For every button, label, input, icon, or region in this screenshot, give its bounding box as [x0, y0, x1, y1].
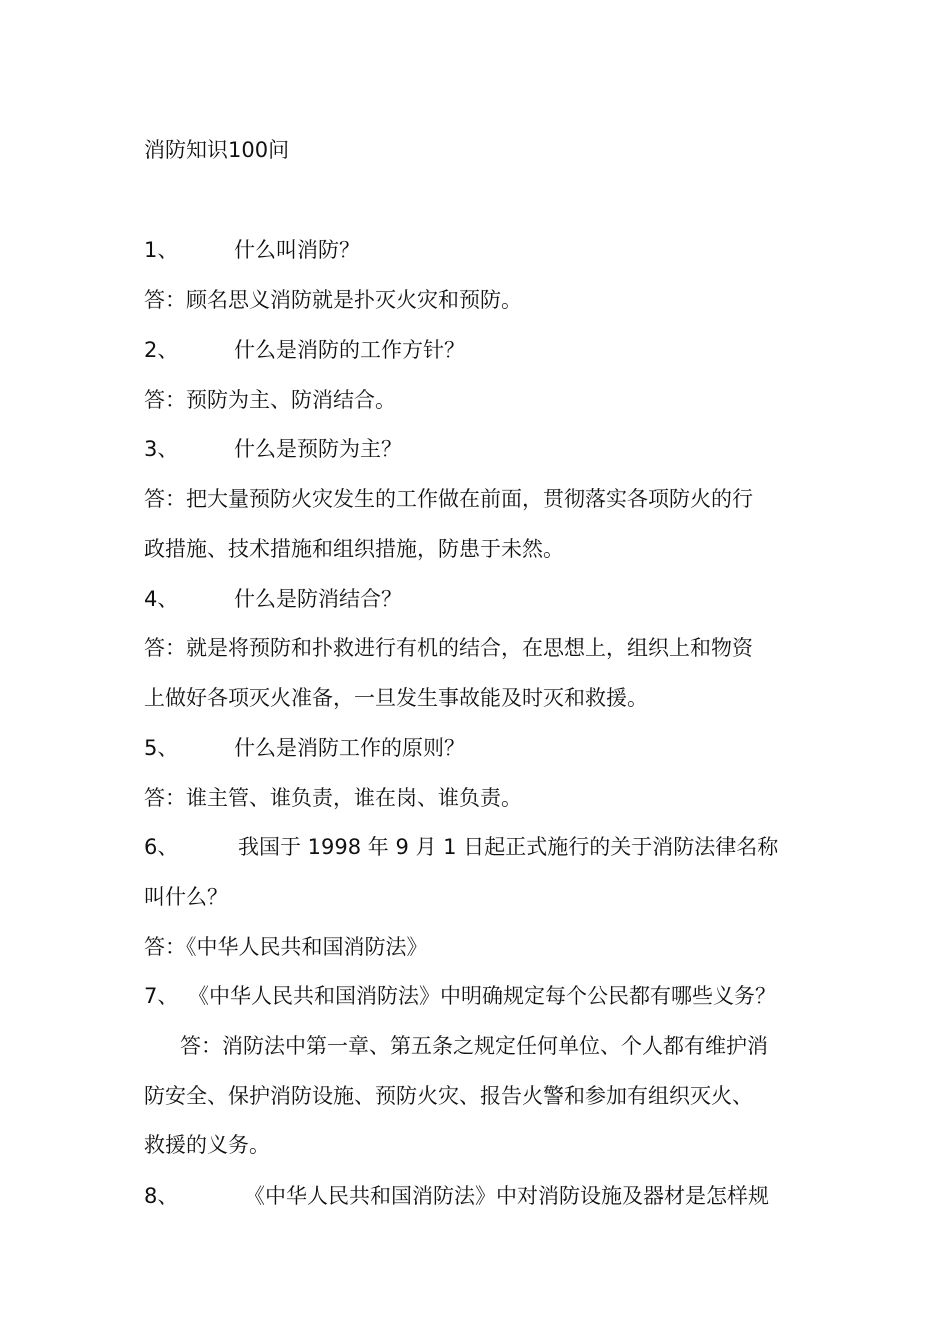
question-number: 4、 — [144, 587, 179, 611]
answer-7-line-2: 防安全、保护消防设施、预防火灾、报告火警和参加有组织灭火、 — [144, 1084, 753, 1108]
question-7 — [144, 981, 814, 1011]
answer-1: 答：顾名思义消防就是扑灭火灾和预防。 — [144, 288, 522, 312]
question-number: 2、 — [144, 338, 179, 362]
answer-7-line-1: 答：消防法中第一章、第五条之规定任何单位、个人都有维护消 — [180, 1034, 768, 1058]
question-2 — [144, 335, 814, 365]
answer-4-line-2: 上做好各项灭火准备，一旦发生事故能及时灭和救援。 — [144, 686, 648, 710]
question-text: 什么是防消结合？ — [234, 587, 402, 611]
question-text: 什么叫消防？ — [234, 238, 360, 262]
question-number: 8、 — [144, 1184, 179, 1208]
question-text: 《中华人民共和国消防法》中明确规定每个公民都有哪些义务？ — [188, 984, 776, 1008]
answer-6: 答：《中华人民共和国消防法》 — [144, 935, 428, 959]
question-number: 7、 — [144, 984, 179, 1008]
question-number: 1、 — [144, 238, 179, 262]
question-text: 我国于 1998 年 9 月 1 日起正式施行的关于消防法律名称 — [238, 835, 779, 859]
question-6-line-2: 叫什么？ — [144, 885, 228, 909]
answer-3-line-1: 答：把大量预防火灾发生的工作做在前面，贯彻落实各项防火的行 — [144, 487, 753, 511]
question-1 — [144, 235, 814, 265]
answer-7-line-3: 救援的义务。 — [144, 1133, 270, 1157]
question-5 — [144, 733, 814, 763]
document-title: 消防知识100问 — [144, 138, 290, 162]
answer-2: 答：预防为主、防消结合。 — [144, 388, 396, 412]
question-6-line-1 — [144, 832, 814, 862]
question-3 — [144, 434, 814, 464]
answer-5: 答：谁主管、谁负责，谁在岗、谁负责。 — [144, 786, 522, 810]
answer-4-line-1: 答：就是将预防和扑救进行有机的结合，在思想上，组织上和物资 — [144, 636, 753, 660]
question-4 — [144, 584, 814, 614]
question-text: 《中华人民共和国消防法》中对消防设施及器材是怎样规 — [244, 1184, 769, 1208]
question-text: 什么是消防的工作方针？ — [234, 338, 465, 362]
question-text: 什么是预防为主？ — [234, 437, 402, 461]
question-number: 5、 — [144, 736, 179, 760]
question-8-line-1 — [144, 1181, 814, 1211]
question-number: 3、 — [144, 437, 179, 461]
answer-3-line-2: 政措施、技术措施和组织措施，防患于未然。 — [144, 537, 564, 561]
question-text: 什么是消防工作的原则？ — [234, 736, 465, 760]
question-number: 6、 — [144, 835, 179, 859]
